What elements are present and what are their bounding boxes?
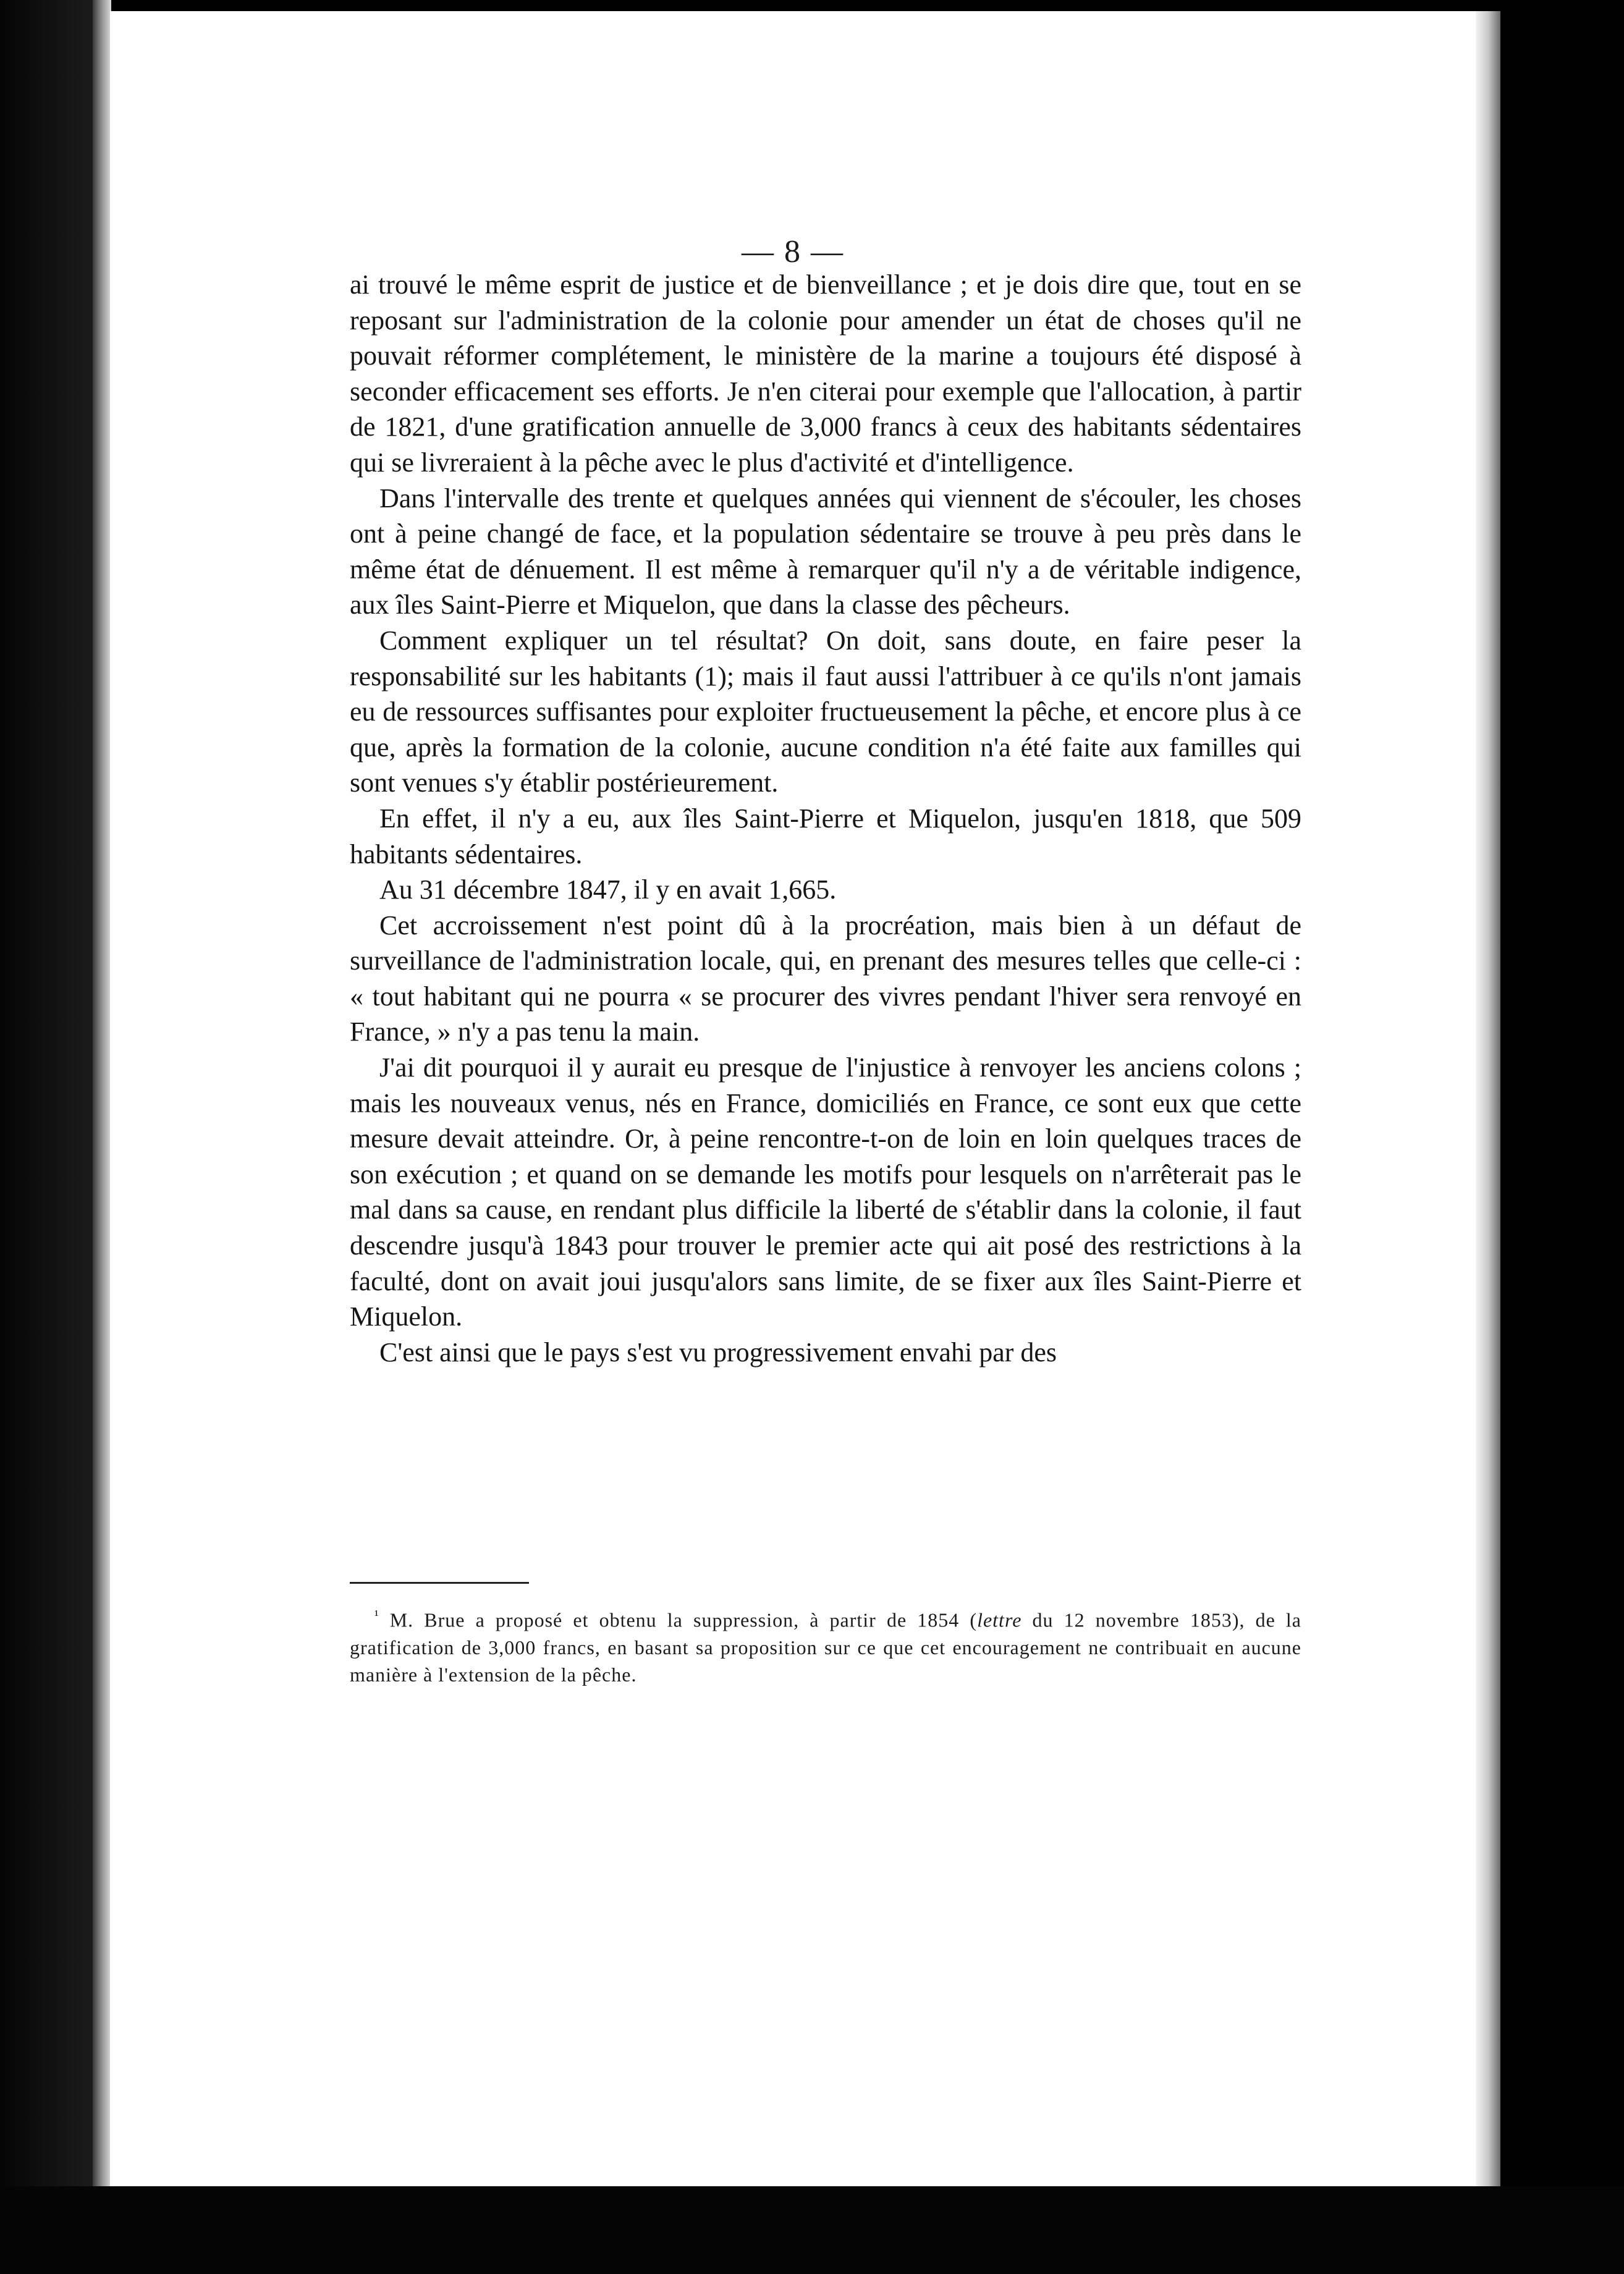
- footnote-text-end: du 12 novembre 1853), de la gratification de 3,000 francs, en basant sa proposition sur ce que cet encouragement ne contribuait en aucune manière à l'extension de la pêche.: [350, 1608, 1302, 1686]
- footnote-separator: [350, 1582, 529, 1584]
- footnote: [350, 1602, 1301, 1688]
- paragraph: Au 31 décembre 1847, il y en avait 1,665.: [379, 874, 837, 905]
- scan-right-border: [1500, 0, 1624, 2274]
- scan-left-border: [0, 0, 93, 2274]
- footnote-italic: lettre: [977, 1608, 1022, 1631]
- paragraph: C'est ainsi que le pays s'est vu progressivement envahi par des: [379, 1337, 1057, 1367]
- page-right-edge: [1476, 11, 1500, 2186]
- paragraph: Comment expliquer un tel résultat? On doit, sans doute, en faire peser la responsabilité sur les habitants (1); mais il faut aussi l'attribuer à ce qu'ils n'ont jamais eu de ressources suffisantes pour exploiter fructueusement la pêche, et encore plus à ce que, après la formation de la colonie, aucune condition n'a été faite aux familles qui sont venues s'y établir postérieurement.: [350, 625, 1301, 798]
- paragraph: En effet, il n'y a eu, aux îles Saint-Pierre et Miquelon, jusqu'en 1818, que 509 habitants sédentaires.: [350, 803, 1301, 869]
- footnote-text-start: M. Brue a proposé et obtenu la suppression, à partir de 1854 (: [379, 1608, 978, 1631]
- paragraph: Dans l'intervalle des trente et quelques années qui viennent de s'écouler, les choses ont à peine changé de face, et la population sédentaire se trouve à peu près dans le même état de dénuement. Il est même à remarquer qu'il n'y a de véritable indigence, aux îles Saint-Pierre et Miquelon, que dans la classe des pêcheurs.: [350, 483, 1301, 620]
- body-text: [350, 267, 1301, 1370]
- paragraph: J'ai dit pourquoi il y aurait eu presque de l'injustice à renvoyer les anciens colons ; mais les nouveaux venus, nés en France, domiciliés en France, ce sont eux que cette mesure devait atteindre. Or, à peine rencontre-t-on de loin en loin quelques traces de son exécution ; et quand on se demande les motifs pour lesquels on n'arrêterait pas le mal dans sa cause, en rendant plus difficile la liberté de s'établir dans la colonie, il faut descendre jusqu'à 1843 pour trouver le premier acte qui ait posé des restrictions à la faculté, dont on avait joui jusqu'alors sans limite, de se fixer aux îles Saint-Pierre et Miquelon.: [350, 1052, 1301, 1332]
- footnote-mark: ¹: [374, 1607, 379, 1623]
- page-left-edge: [93, 0, 111, 2200]
- page-number: — 8 —: [742, 234, 844, 269]
- paragraph: ai trouvé le même esprit de justice et de bienveillance ; et je dois dire que, tout en se reposant sur l'administration de la colonie pour amender un état de choses qu'il ne pouvait réformer complétement, le ministère de la marine a toujours été disposé à seconder efficacement ses efforts. Je n'en citerai pour exemple que l'allocation, à partir de 1821, d'une gratification annuelle de 3,000 francs à ceux des habitants sédentaires qui se livreraient à la pêche avec le plus d'activité et d'intelligence.: [350, 269, 1301, 478]
- scan-bottom-border: [0, 2186, 1624, 2274]
- paragraph: Cet accroissement n'est point dû à la procréation, mais bien à un défaut de surveillance de l'administration locale, qui, en prenant des mesures telles que celle-ci : « tout habitant qui ne pourra « se procurer des vivres pendant l'hiver sera renvoyé en France, » n'y a pas tenu la main.: [350, 910, 1301, 1047]
